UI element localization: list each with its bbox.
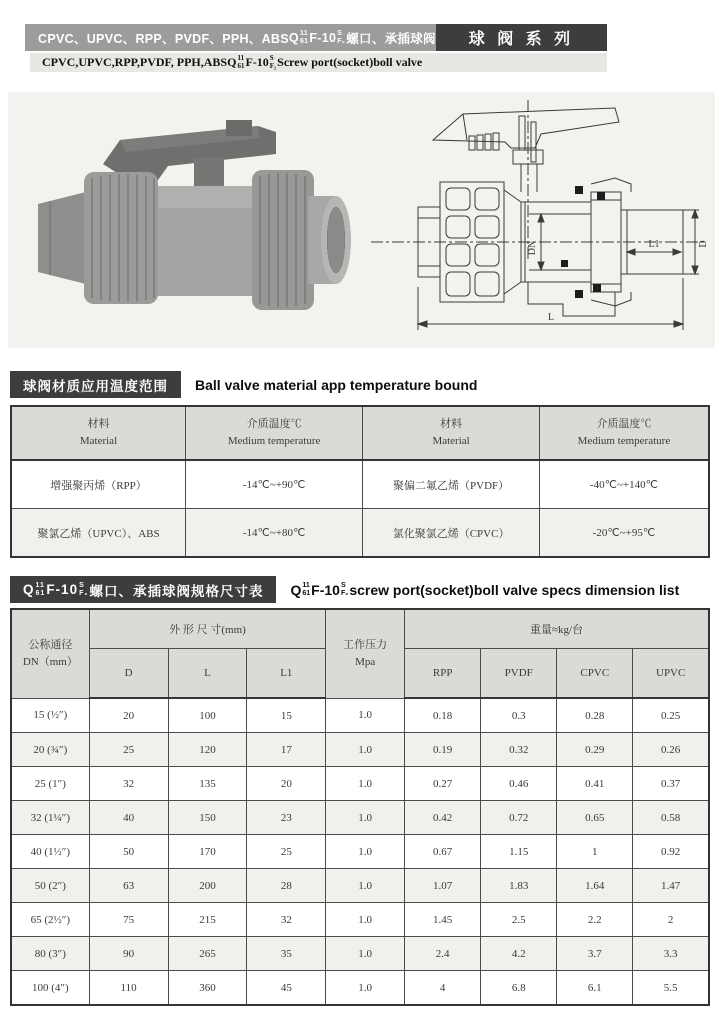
model-sub: 61 [35,589,46,597]
left-union-nut [84,172,158,304]
table-cell: 0.65 [557,801,633,835]
table-cell: 1.0 [326,937,405,971]
section1-title-en: Ball valve material app temperature bound [195,376,478,393]
table-cell: 0.67 [405,835,481,869]
header-line-en: Medium temperature [227,435,321,447]
subtitle-bar [30,53,607,72]
model-number [23,582,89,597]
table-cell: -40℃~+140℃ [539,460,709,509]
section2-box [10,576,276,603]
table-cell: 32 [247,903,326,937]
table-cell: 1.07 [405,869,481,903]
header-line-en: DN（mm） [22,655,78,668]
table-cell: 5.5 [633,971,709,1006]
table-cell: 1.0 [326,835,405,869]
table-cell: 1.0 [326,903,405,937]
table-cell: 1.64 [557,869,633,903]
table-cell: 75 [89,903,168,937]
table-cell: 20 [247,767,326,801]
table-cell: 1.0 [326,698,405,733]
section2-box-suffix: 螺口、承插球阀规格尺寸表 [89,583,264,599]
table-cell: 35 [247,937,326,971]
section2-title-en [290,576,679,603]
model-sub: 61 [237,61,245,70]
temp-table-body [11,460,709,557]
table-cell: -14℃~+80℃ [186,509,363,558]
table-cell: 360 [168,971,247,1006]
table-cell: 0.3 [481,698,557,733]
table-cell: 3.3 [633,937,709,971]
table-cell: -14℃~+90℃ [186,460,363,509]
temp-header-temperature-1 [186,406,363,460]
dim-label-dn: DN [527,240,538,256]
model-base: Q [288,30,299,45]
spec-header-upvc: UPVC [633,649,709,699]
model-mid: F-10 [46,582,79,597]
section1-title-row [10,371,477,398]
table-row [11,801,709,835]
table-cell: 50 (2″) [11,869,89,903]
model-number [289,30,346,45]
spec-header-l: L [168,649,247,699]
table-cell: 120 [168,733,247,767]
table-cell: 20 (¾″) [11,733,89,767]
banner-title [25,24,436,51]
section2-title-row [10,576,679,603]
section1-box: 球阀材质应用温度范围 [10,371,181,398]
table-cell: 4.2 [481,937,557,971]
header-line-zh: 介质温度℃ [596,417,652,430]
model-sup2: S [79,582,85,589]
table-cell: 0.41 [557,767,633,801]
table-cell: 28 [247,869,326,903]
table-cell: 265 [168,937,247,971]
table-cell: 100 [168,698,247,733]
table-row [11,903,709,937]
subtitle-suffix: Screw port(socket)boll valve [277,55,423,69]
model-mid: F-10 [309,30,337,45]
table-cell: 0.37 [633,767,709,801]
model-mid: F-10 [245,55,269,69]
model-sup2: S [337,30,343,37]
model-sub: 61 [302,589,311,597]
table-cell: -20℃~+95℃ [539,509,709,558]
table-cell: 135 [168,767,247,801]
dim-label-l: L [547,312,555,323]
table-cell: 0.42 [405,801,481,835]
model-base: Q [227,55,237,69]
table-cell: 25 [89,733,168,767]
header-line-en: Material [432,435,470,447]
model-base: Q [23,582,35,597]
header-line-en: Material [79,435,118,447]
banner-title-prefix: CPVC、UPVC、RPP、PVDF、PPH、ABS [38,31,289,46]
temp-table [10,405,710,558]
header-line-zh: 公称通径 [28,638,73,651]
model-sub2: F₂ [340,589,349,597]
temp-header-temperature-2 [539,406,709,460]
table-row [11,733,709,767]
table-cell: 0.32 [481,733,557,767]
table-cell: 0.72 [481,801,557,835]
model-number [227,55,277,70]
right-port [308,196,351,284]
header-line-en: Medium temperature [577,435,671,447]
spec-header-weight-group: 重量≈kg/台 [405,609,709,649]
table-cell: 1.0 [326,801,405,835]
table-row [11,698,709,733]
table-cell: 增强聚丙烯（RPP） [11,460,186,509]
model-sup2: S [269,54,274,62]
table-cell: 1.83 [481,869,557,903]
table-cell: 1.0 [326,869,405,903]
spec-header-dimensions-group: 外 形 尺 寸(mm) [89,609,326,649]
table-row [11,937,709,971]
model-sub2: F₂ [269,61,277,70]
table-cell: 25 (1″) [11,767,89,801]
table-cell: 40 [89,801,168,835]
section2-title-suffix: screw port(socket)boll valve specs dimension list [349,581,680,598]
series-title: 球 阀 系 列 [436,24,607,51]
model-sup: 11 [35,582,45,589]
table-cell: 1.45 [405,903,481,937]
table-cell: 6.8 [481,971,557,1006]
table-cell: 1 [557,835,633,869]
table-cell: 25 [247,835,326,869]
temp-header-material-2 [363,406,540,460]
table-cell: 1.0 [326,971,405,1006]
table-row [11,835,709,869]
valve-photo [8,92,363,348]
table-cell: 32 [89,767,168,801]
table-cell: 0.27 [405,767,481,801]
model-sub: 61 [299,37,309,45]
table-cell: 110 [89,971,168,1006]
table-cell: 0.46 [481,767,557,801]
table-cell: 20 [89,698,168,733]
model-base: Q [290,581,302,598]
table-cell: 6.1 [557,971,633,1006]
banner-title-suffix: 螺口、承插球阀 [346,31,436,46]
header-line-zh: 材料 [87,417,110,430]
subtitle-prefix: CPVC,UPVC,RPP,PVDF, PPH,ABS [42,55,228,69]
table-cell: 4 [405,971,481,1006]
spec-header-l1: L1 [247,649,326,699]
table-cell: 1.0 [326,733,405,767]
model-sup: 11 [237,54,245,62]
model-sub2: F₂ [79,589,89,597]
table-cell: 45 [247,971,326,1006]
table-cell: 0.29 [557,733,633,767]
header-line-zh: 工作压力 [343,638,388,651]
temp-header-material-1 [11,406,186,460]
table-cell: 32 (1¼″) [11,801,89,835]
dim-label-l1: L1 [648,239,660,250]
table-cell: 0.58 [633,801,709,835]
table-cell: 0.28 [557,698,633,733]
header-line-zh: 介质温度℃ [246,417,302,430]
spec-header-pressure [326,609,405,698]
table-cell: 170 [168,835,247,869]
table-cell: 1.0 [326,767,405,801]
page-banner [25,24,607,51]
figure-panel [8,92,715,348]
spec-header-rpp: RPP [405,649,481,699]
table-cell: 17 [247,733,326,767]
table-cell: 150 [168,801,247,835]
table-cell: 2.4 [405,937,481,971]
table-row [11,460,709,509]
table-cell: 0.18 [405,698,481,733]
header-line-zh: 材料 [440,417,463,430]
spec-table [10,608,710,1006]
table-cell: 90 [89,937,168,971]
table-cell: 80 (3″) [11,937,89,971]
table-cell: 聚氯乙烯（UPVC）、ABS [11,509,186,558]
spec-table-body [11,698,709,1005]
table-cell: 2.2 [557,903,633,937]
table-cell: 2 [633,903,709,937]
model-mid: F-10 [311,581,340,598]
model-number [290,582,349,598]
spec-header-dn [11,609,89,698]
table-cell: 聚偏二氟乙烯（PVDF） [363,460,540,509]
model-sup: 11 [302,582,310,589]
table-row [11,971,709,1006]
model-sub2: F₂ [337,37,346,45]
table-cell: 65 (2½″) [11,903,89,937]
valve-drawing [363,92,715,348]
table-cell: 氯化聚氯乙烯（CPVC） [363,509,540,558]
spec-header-d: D [89,649,168,699]
table-cell: 215 [168,903,247,937]
table-cell: 2.5 [481,903,557,937]
table-cell: 1.47 [633,869,709,903]
table-cell: 63 [89,869,168,903]
table-cell: 23 [247,801,326,835]
table-cell: 15 [247,698,326,733]
table-cell: 15 (½″) [11,698,89,733]
table-cell: 200 [168,869,247,903]
table-row [11,767,709,801]
table-cell: 40 (1½″) [11,835,89,869]
table-row [11,869,709,903]
table-cell: 50 [89,835,168,869]
table-row [11,509,709,558]
dim-label-d: D [698,240,709,248]
spec-table-group-header-row [11,609,709,649]
right-union-nut [252,170,314,310]
header-line-en: Mpa [355,655,376,668]
table-cell: 100 (4″) [11,971,89,1006]
table-cell: 0.25 [633,698,709,733]
temp-table-header-row [11,406,709,460]
table-cell: 0.92 [633,835,709,869]
table-cell: 3.7 [557,937,633,971]
model-sup2: S [340,582,346,589]
table-cell: 0.19 [405,733,481,767]
model-sup: 11 [299,30,308,37]
spec-header-pvdf: PVDF [481,649,557,699]
spec-header-cpvc: CPVC [557,649,633,699]
table-cell: 1.15 [481,835,557,869]
table-cell: 0.26 [633,733,709,767]
